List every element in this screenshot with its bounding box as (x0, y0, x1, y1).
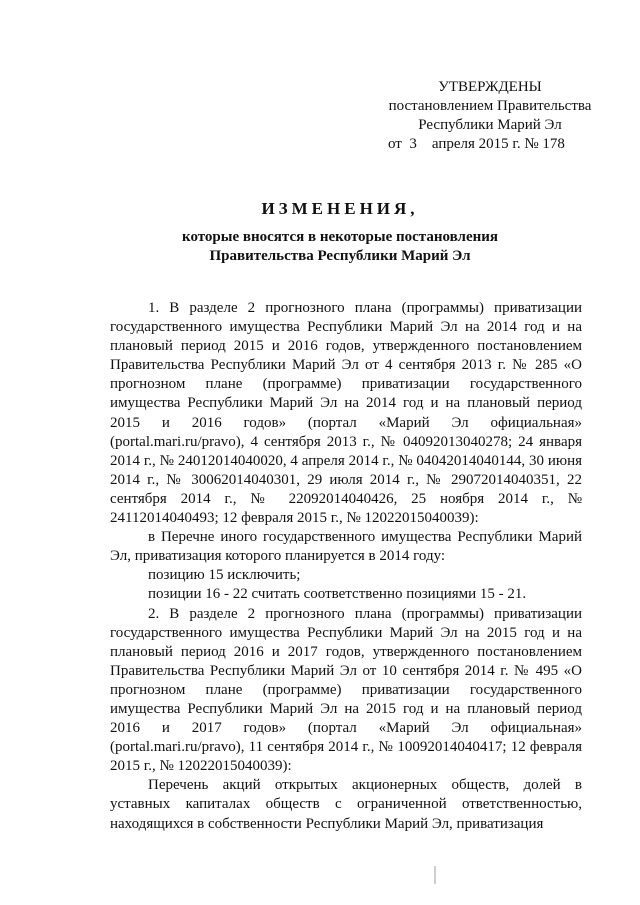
paragraph-list-intro: в Перечне иного государственного имущества Республики Марий Эл, приватизация которого планируется в 2014 году: (110, 529, 582, 565)
document-body (110, 299, 582, 834)
paragraph-shares-list: Перечень акций открытых акционерных обществ, долей в уставных капиталах обществ с ограниченной ответственностью, находящихся в собственности Республики Марий Эл, приватизация (110, 777, 582, 832)
approval-authority-region: Республики Марий Эл (418, 117, 562, 133)
paragraph-position-exclude: позицию 15 исключить; (148, 567, 301, 584)
subtitle-line-1: которые вносятся в некоторые постановления (182, 229, 498, 245)
approval-stamp (380, 78, 600, 154)
paragraph-position-renumber: позиции 16 - 22 считать соответственно позициями 15 - 21. (148, 586, 527, 603)
approval-date-number: от 3 апреля 2015 г. № 178 (388, 136, 565, 152)
paragraph-item-1: 1. В разделе 2 прогнозного плана (программы) приватизации государственного имущества Республики Марий Эл на 2014 год и на плановый период 2015 и 2016 годов, утвержденного постановлением Правительства Республики Марий Эл от 4 сентября 2013 г. № 285 «О прогнозном плане (программе) приватизации государственного имущества Республики Марий Эл на 2014 год и на плановый период 2015 и 2016 годов» (портал «Марий Эл официальная» (portal.mari.ru/pravo), 4 сентября 2013 г., № 04092013040278; 24 января 2014 г., № 24012014040020, 4 апреля 2014 г., № 04042014040144, 30 июня 2014 г., № 30062014040301, 29 июля 2014 г., № 29072014040351, 22 сентября 2014 г., № 22092014040426, 25 ноября 2014 г., № 24112014040493; 12 февраля 2015 г., № 12022015040039): (110, 300, 582, 527)
document-title: ИЗМЕНЕНИЯ, (261, 199, 419, 218)
approval-label: УТВЕРЖДЕНЫ (438, 79, 542, 95)
scan-artifact-mark (434, 866, 436, 884)
document-heading (100, 198, 580, 266)
paragraph-item-2: 2. В разделе 2 прогнозного плана (программы) приватизации государственного имущества Республики Марий Эл на 2015 год и на плановый период 2016 и 2017 годов, утвержденного постановлением Правительства Республики Марий Эл от 10 сентября 2014 г. № 495 «О прогнозном плане (программе) приватизации государственного имущества Республики Марий Эл на 2015 год и на плановый период 2016 и 2017 годов» (портал «Марий Эл официальная» (portal.mari.ru/pravo), 11 сентября 2014 г., № 10092014040417; 12 февраля 2015 г., № 12022015040039): (110, 605, 582, 775)
approval-authority: постановлением Правительства (388, 98, 592, 114)
document-subtitle (100, 228, 580, 266)
subtitle-line-2: Правительства Республики Марий Эл (209, 248, 471, 264)
